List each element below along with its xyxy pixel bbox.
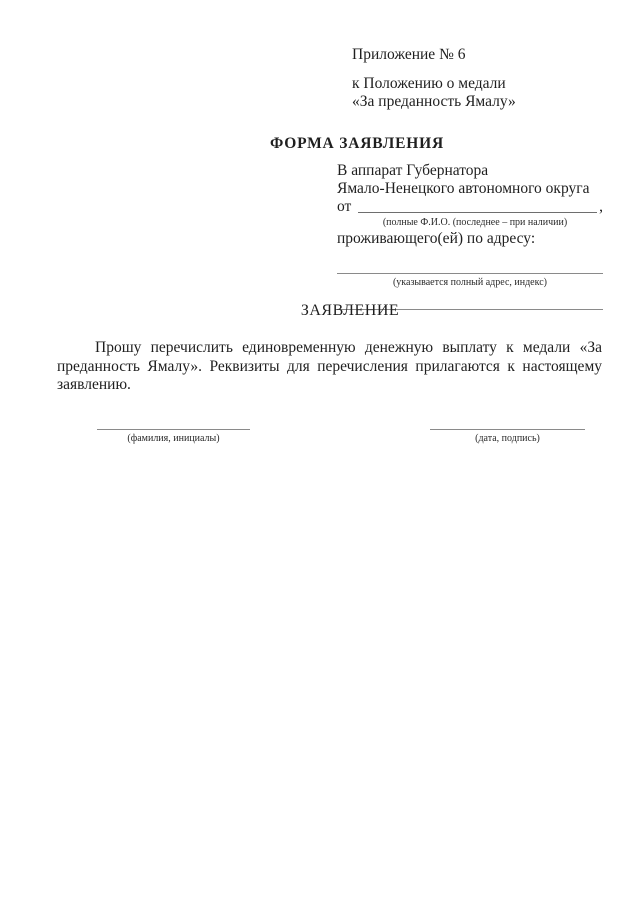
fio-hint: (полные Ф.И.О. (последнее – при наличии) (382, 217, 568, 228)
from-comma: , (599, 198, 603, 215)
annex-reference-block (352, 46, 602, 111)
annex-medal-name: «За преданность Ямалу» (352, 93, 516, 110)
fio-blank-line (358, 200, 597, 213)
addressee-line-2: Ямало-Ненецкого автономного округа (337, 180, 590, 197)
address-blank-line-1 (337, 264, 603, 274)
from-label: от (337, 198, 352, 215)
residing-label: проживающего(ей) по адресу: (337, 230, 536, 247)
statement-body: Прошу перечислить единовременную денежную выплату к медали «За преданность Ямалу». Реквизиты для перечисления прилагаются к настоящему заявлению. (57, 339, 602, 393)
signature-name-line (97, 424, 250, 430)
statement-title: ЗАЯВЛЕНИЕ (300, 302, 400, 319)
address-hint: (указывается полный адрес, индекс) (392, 277, 548, 288)
signature-date-hint: (дата, подпись) (475, 433, 540, 444)
addressee-block (337, 162, 603, 310)
signature-name-group (97, 424, 250, 445)
signature-date-group (430, 424, 585, 445)
signature-date-line (430, 424, 585, 430)
annex-number: Приложение № 6 (352, 46, 466, 63)
annex-regulation-line: к Положению о медали (352, 75, 506, 92)
signature-name-hint: (фамилия, инициалы) (127, 433, 220, 444)
addressee-line-1: В аппарат Губернатора (337, 162, 489, 179)
from-row (337, 198, 603, 215)
form-title: ФОРМА ЗАЯВЛЕНИЯ (270, 135, 444, 152)
